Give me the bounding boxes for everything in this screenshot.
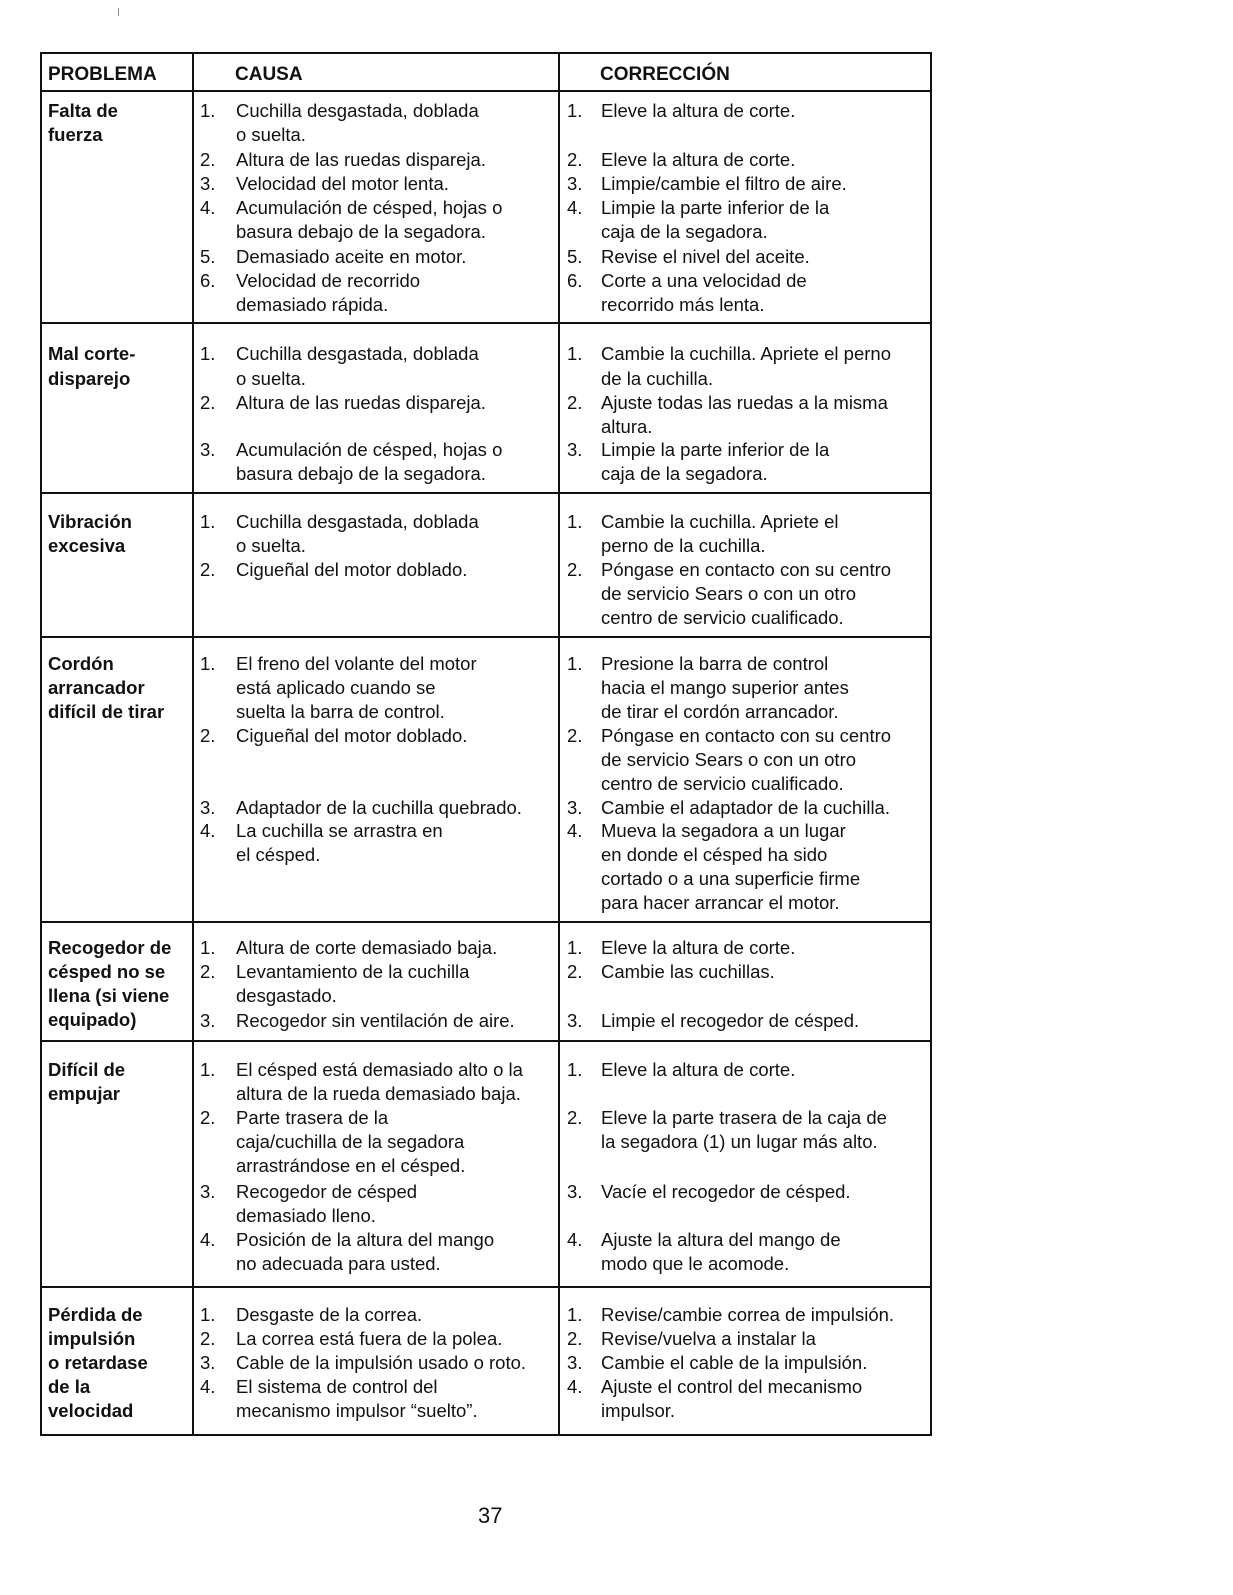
item-number: 3. [567,797,583,818]
correction-line: la segadora (1) un lugar más alto. [601,1131,878,1152]
problem-line: arrancador [48,677,145,698]
cause-line: no adecuada para usted. [236,1253,441,1274]
problem-line: Falta de [48,100,118,121]
row-divider [42,90,930,92]
item-number: 2. [200,149,216,170]
cause-line: Recogedor de césped [236,1181,418,1202]
correction-line: Corte a una velocidad de [601,270,807,291]
item-number: 4. [567,1376,583,1397]
cause-line: Cigueñal del motor doblado. [236,559,468,580]
problem-line: difícil de tirar [48,701,165,722]
item-number: 2. [567,149,583,170]
problem-line: equipado) [48,1009,137,1030]
correction-line: Mueva la segadora a un lugar [601,820,846,841]
item-number: 3. [200,439,216,460]
item-number: 4. [567,1229,583,1250]
cause-line: o suelta. [236,124,306,145]
correction-line: centro de servicio cualificado. [601,773,844,794]
cause-line: Levantamiento de la cuchilla [236,961,470,982]
item-number: 1. [567,937,583,958]
correction-line: Cambie la cuchilla. Apriete el perno [601,343,891,364]
problem-line: Difícil de [48,1059,126,1080]
row-divider [42,1286,930,1288]
correction-line: centro de servicio cualificado. [601,607,844,628]
item-number: 2. [567,961,583,982]
cause-line: desgastado. [236,985,337,1006]
correction-line: recorrido más lenta. [601,294,765,315]
troubleshooting-table [40,52,932,1436]
header-correction: CORRECCIÓN [600,64,730,85]
item-number: 1. [200,100,216,121]
item-number: 3. [567,439,583,460]
correction-line: Eleve la altura de corte. [601,100,796,121]
item-number: 5. [200,246,216,267]
cause-line: La cuchilla se arrastra en [236,820,443,841]
correction-line: Limpie la parte inferior de la [601,197,830,218]
correction-line: de servicio Sears o con un otro [601,749,857,770]
correction-line: Ajuste el control del mecanismo [601,1376,863,1397]
problem-line: césped no se [48,961,166,982]
correction-line: Póngase en contacto con su centro [601,559,892,580]
item-number: 2. [200,961,216,982]
item-number: 1. [567,1304,583,1325]
cause-line: Desgaste de la correa. [236,1304,423,1325]
cause-line: Altura de las ruedas dispareja. [236,149,486,170]
correction-line: impulsor. [601,1400,676,1421]
correction-line: Revise el nivel del aceite. [601,246,810,267]
item-number: 3. [567,173,583,194]
cause-line: Cable de la impulsión usado o roto. [236,1352,527,1373]
item-number: 1. [200,511,216,532]
problem-line: empujar [48,1083,120,1104]
item-number: 2. [567,392,583,413]
cause-line: está aplicado cuando se [236,677,436,698]
cause-line: Cuchilla desgastada, doblada [236,100,479,121]
correction-line: de servicio Sears o con un otro [601,583,857,604]
correction-line: Cambie las cuchillas. [601,961,775,982]
problem-line: o retardase [48,1352,148,1373]
cause-line: Acumulación de césped, hojas o [236,197,503,218]
correction-line: para hacer arrancar el motor. [601,892,840,913]
item-number: 2. [200,1107,216,1128]
correction-line: modo que le acomode. [601,1253,790,1274]
item-number: 3. [567,1010,583,1031]
correction-line: Cambie el cable de la impulsión. [601,1352,868,1373]
cause-line: Acumulación de césped, hojas o [236,439,503,460]
column-divider [192,54,194,1434]
cause-line: o suelta. [236,535,306,556]
correction-line: Eleve la altura de corte. [601,149,796,170]
correction-line: en donde el césped ha sido [601,844,828,865]
item-number: 2. [200,559,216,580]
item-number: 4. [200,197,216,218]
problem-line: Pérdida de [48,1304,143,1325]
problem-line: impulsión [48,1328,136,1349]
cause-line: El césped está demasiado alto o la [236,1059,523,1080]
correction-line: Cambie la cuchilla. Apriete el [601,511,839,532]
item-number: 1. [567,653,583,674]
cause-line: Posición de la altura del mango [236,1229,495,1250]
item-number: 4. [567,820,583,841]
row-divider [42,1040,930,1042]
cause-line: suelta la barra de control. [236,701,445,722]
cause-line: Altura de corte demasiado baja. [236,937,498,958]
cause-line: altura de la rueda demasiado baja. [236,1083,521,1104]
item-number: 3. [200,173,216,194]
cause-line: basura debajo de la segadora. [236,221,486,242]
scan-mark [118,8,119,16]
cause-line: caja/cuchilla de la segadora [236,1131,465,1152]
item-number: 1. [567,511,583,532]
correction-line: Ajuste la altura del mango de [601,1229,841,1250]
correction-line: Presione la barra de control [601,653,829,674]
header-problem: PROBLEMA [48,64,157,85]
item-number: 4. [200,820,216,841]
cause-line: o suelta. [236,368,306,389]
item-number: 2. [567,1107,583,1128]
page-number: 37 [478,1503,503,1528]
problem-line: de la [48,1376,91,1397]
cause-line: La correa está fuera de la polea. [236,1328,503,1349]
correction-line: Limpie/cambie el filtro de aire. [601,173,847,194]
cause-line: El sistema de control del [236,1376,438,1397]
item-number: 1. [200,653,216,674]
item-number: 3. [200,797,216,818]
item-number: 3. [567,1181,583,1202]
correction-line: caja de la segadora. [601,463,768,484]
column-divider [558,54,560,1434]
correction-line: Vacíe el recogedor de césped. [601,1181,851,1202]
item-number: 4. [567,197,583,218]
cause-line: arrastrándose en el césped. [236,1155,466,1176]
item-number: 4. [200,1229,216,1250]
correction-line: Ajuste todas las ruedas a la misma [601,392,888,413]
row-divider [42,636,930,638]
correction-line: Limpie la parte inferior de la [601,439,830,460]
row-divider [42,921,930,923]
cause-line: Velocidad del motor lenta. [236,173,449,194]
correction-line: altura. [601,416,653,437]
cause-line: Velocidad de recorrido [236,270,421,291]
cause-line: mecanismo impulsor “suelto”. [236,1400,478,1421]
item-number: 4. [200,1376,216,1397]
cause-line: Demasiado aceite en motor. [236,246,467,267]
correction-line: Limpie el recogedor de césped. [601,1010,860,1031]
correction-line: Revise/cambie correa de impulsión. [601,1304,895,1325]
cause-line: El freno del volante del motor [236,653,477,674]
row-divider [42,322,930,324]
item-number: 2. [567,559,583,580]
problem-line: Vibración [48,511,132,532]
problem-line: llena (si viene [48,985,170,1006]
item-number: 2. [200,1328,216,1349]
item-number: 1. [200,343,216,364]
cause-line: demasiado lleno. [236,1205,376,1226]
item-number: 3. [200,1181,216,1202]
item-number: 2. [200,725,216,746]
problem-line: Mal corte- [48,343,136,364]
problem-line: excesiva [48,535,126,556]
header-cause: CAUSA [235,64,303,85]
cause-line: el césped. [236,844,321,865]
problem-line: fuerza [48,124,103,145]
item-number: 5. [567,246,583,267]
row-divider [42,492,930,494]
cause-line: Adaptador de la cuchilla quebrado. [236,797,522,818]
item-number: 1. [567,1059,583,1080]
correction-line: Eleve la altura de corte. [601,937,796,958]
item-number: 1. [200,1059,216,1080]
item-number: 1. [567,100,583,121]
correction-line: de tirar el cordón arrancador. [601,701,839,722]
cause-line: Cigueñal del motor doblado. [236,725,468,746]
correction-line: cortado o a una superficie firme [601,868,861,889]
correction-line: de la cuchilla. [601,368,714,389]
cause-line: Altura de las ruedas dispareja. [236,392,486,413]
cause-line: basura debajo de la segadora. [236,463,486,484]
cause-line: Recogedor sin ventilación de aire. [236,1010,515,1031]
correction-line: Eleve la parte trasera de la caja de [601,1107,887,1128]
item-number: 1. [200,937,216,958]
item-number: 1. [200,1304,216,1325]
correction-line: Eleve la altura de corte. [601,1059,796,1080]
correction-line: caja de la segadora. [601,221,768,242]
cause-line: demasiado rápida. [236,294,389,315]
item-number: 1. [567,343,583,364]
cause-line: Cuchilla desgastada, doblada [236,343,479,364]
correction-line: hacia el mango superior antes [601,677,849,698]
correction-line: Revise/vuelva a instalar la [601,1328,816,1349]
item-number: 3. [200,1352,216,1373]
item-number: 6. [567,270,583,291]
item-number: 3. [200,1010,216,1031]
correction-line: Póngase en contacto con su centro [601,725,892,746]
cause-line: Parte trasera de la [236,1107,389,1128]
item-number: 6. [200,270,216,291]
problem-line: disparejo [48,368,131,389]
item-number: 2. [200,392,216,413]
correction-line: perno de la cuchilla. [601,535,766,556]
item-number: 3. [567,1352,583,1373]
problem-line: Cordón [48,653,114,674]
cause-line: Cuchilla desgastada, doblada [236,511,479,532]
correction-line: Cambie el adaptador de la cuchilla. [601,797,890,818]
item-number: 2. [567,725,583,746]
problem-line: Recogedor de [48,937,172,958]
problem-line: velocidad [48,1400,134,1421]
item-number: 2. [567,1328,583,1349]
